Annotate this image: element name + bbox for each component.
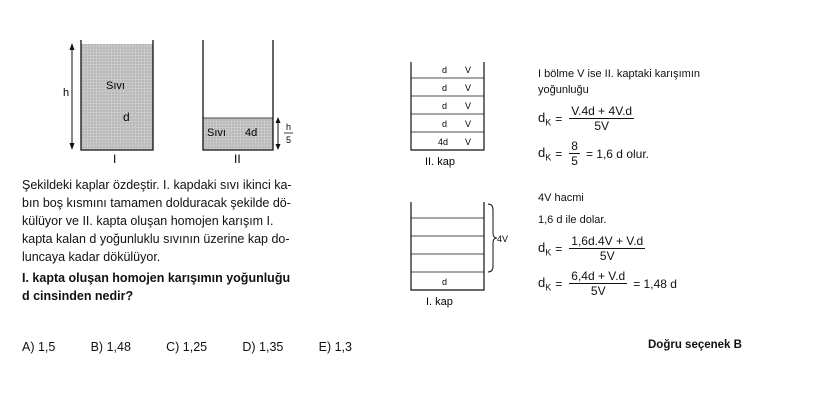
formula-2: $d_K$ = $\frac{8}{5}$ = 1,6 d olur. — [538, 139, 649, 168]
correct-answer-note: Doğru seçenek B — [648, 339, 742, 351]
kap2-caption: II. kap — [425, 156, 455, 168]
formula-3: $d_K$ = $\frac{1,6d.4V + V.d}{5V}$ — [538, 234, 644, 263]
kap2-row-volume: V — [465, 65, 472, 75]
kap2-row-volume: V — [465, 119, 472, 129]
option-b[interactable]: B) 1,48 — [90, 340, 131, 354]
kap2-row-volume: V — [465, 137, 472, 147]
question-prompt-line: d cinsinden nedir? — [22, 289, 134, 303]
formula-1: $d_K$ = $\frac{V.4d + 4V.d}{5V}$ — [538, 104, 633, 133]
kap2-row-density: d — [442, 119, 448, 129]
brace-icon — [488, 204, 497, 272]
question-prompt-line: I. kapta oluşan homojen karışımın yoğunluğu — [22, 271, 291, 285]
kap-1-diagram — [408, 200, 518, 312]
kap1-caption: I. kap — [426, 296, 453, 308]
solution-panel — [538, 66, 700, 298]
liquid-2-label: Sıvı — [207, 127, 226, 139]
solution-fill-line: 1,6 d ile dolar. — [538, 214, 607, 226]
solution-intro-line: yoğunluğu — [538, 84, 589, 96]
h5-denominator: 5 — [286, 135, 292, 145]
option-a[interactable]: A) 1,5 — [22, 340, 56, 354]
liquid-1-label: Sıvı — [106, 80, 125, 92]
option-d[interactable]: D) 1,35 — [242, 340, 284, 354]
question-line: bın boş kısmını tamamen dolduracak şekilde dö- — [22, 196, 291, 210]
kap1-brace-label: 4V — [497, 234, 509, 244]
question-line: Şekildeki kaplar özdeştir. I. kapdaki sıvı ikinci ka- — [22, 178, 292, 192]
kap1-bottom-density: d — [442, 277, 448, 287]
h5-numerator: h — [286, 122, 292, 132]
solution-intro-line: I bölme V ise II. kaptaki karışımın — [538, 68, 701, 80]
solution-volume-line: 4V hacmi — [538, 192, 584, 204]
containers-figure — [55, 38, 315, 168]
kap2-row-density: 4d — [438, 137, 449, 147]
question-line: luncaya kadar dökülüyor. — [22, 250, 161, 264]
container-2-caption: II — [234, 152, 241, 166]
kap2-row-volume: V — [465, 101, 472, 111]
kap2-row-density: d — [442, 83, 448, 93]
h-label: h — [63, 87, 70, 99]
option-c[interactable]: C) 1,25 — [166, 340, 208, 354]
density-d-label: d — [123, 110, 130, 124]
formula-4: $d_K$ = $\frac{6,4d + V.d}{5V}$ = 1,48 d — [538, 269, 677, 298]
option-e[interactable]: E) 1,3 — [318, 340, 352, 354]
kap2-row-density: d — [442, 101, 448, 111]
kap2-row-density: d — [442, 65, 448, 75]
question-body — [22, 176, 292, 305]
container-1-liquid — [81, 44, 153, 150]
kap-2-diagram — [408, 60, 490, 172]
question-line: kapta kalan d yoğunluklu sıvının üzerine kap do- — [22, 232, 290, 246]
question-line: külüyor ve II. kapta oluşan homojen karışım I. — [22, 214, 274, 228]
container-1-caption: I — [113, 152, 117, 166]
kap2-row-volume: V — [465, 83, 472, 93]
density-4d-label: 4d — [245, 127, 258, 139]
answer-options — [22, 338, 352, 356]
